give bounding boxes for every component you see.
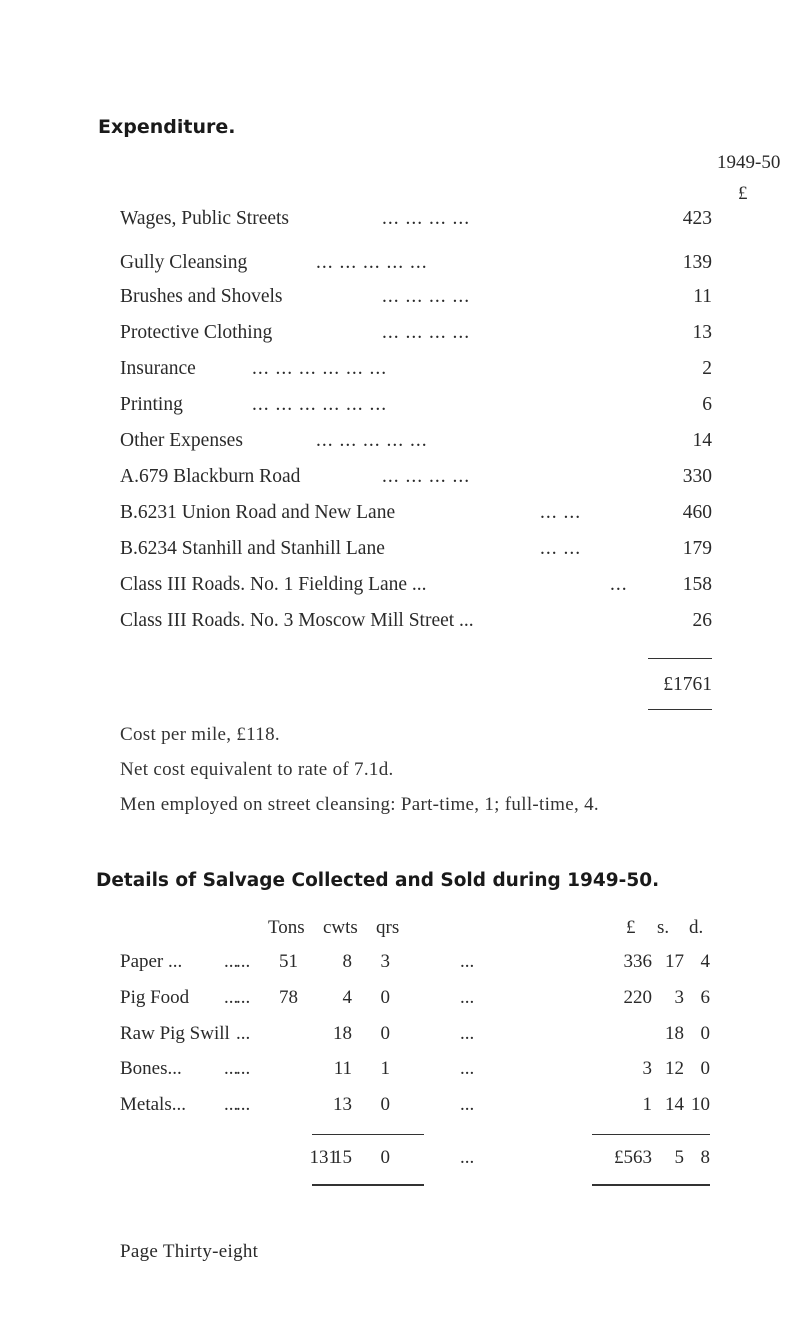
salvage-qrs: 0 xyxy=(380,987,390,1008)
salvage-pence: 10 xyxy=(691,1094,710,1115)
expenditure-value: 423 xyxy=(682,208,712,229)
total-qrs: 0 xyxy=(380,1147,390,1168)
quantity-subtotal-rule xyxy=(312,1134,424,1135)
leader-dots: ... xyxy=(236,987,251,1008)
salvage-item: Paper ... xyxy=(120,951,183,972)
salvage-pounds: 1 xyxy=(642,1094,652,1115)
expenditure-value: 11 xyxy=(693,286,712,307)
expenditure-value: 179 xyxy=(682,538,712,559)
expenditure-label: B.6234 Stanhill and Stanhill Lane xyxy=(120,538,385,559)
money-total-rule xyxy=(592,1184,710,1186)
expenditure-label: A.679 Blackburn Road xyxy=(120,466,301,487)
pounds-header: £ xyxy=(626,917,636,938)
leader-dots: ... xyxy=(460,1058,475,1079)
salvage-pence: 0 xyxy=(700,1058,710,1079)
leader-dots: ... ... ... ... xyxy=(382,286,471,307)
total-tons: 131 xyxy=(309,1147,338,1168)
money-subtotal-rule xyxy=(592,1134,710,1135)
leader-dots: ... xyxy=(224,951,239,972)
expenditure-row xyxy=(120,358,712,386)
leader-dots: ... ... ... ... xyxy=(382,322,471,343)
salvage-shillings: 14 xyxy=(665,1094,684,1115)
salvage-pounds: 220 xyxy=(623,987,652,1008)
leader-dots: ... xyxy=(236,951,251,972)
leader-dots: ... ... ... ... ... ... xyxy=(252,358,388,379)
expenditure-row xyxy=(120,430,712,458)
salvage-cwts: 18 xyxy=(333,1023,352,1044)
expenditure-heading: Expenditure. xyxy=(98,116,236,138)
pound-header: £ xyxy=(738,183,748,204)
expenditure-row xyxy=(120,466,712,494)
salvage-qrs: 1 xyxy=(380,1058,390,1079)
shillings-header: s. xyxy=(657,917,670,938)
expenditure-value: 13 xyxy=(692,322,712,343)
total-pence: 8 xyxy=(700,1147,710,1168)
expenditure-value: 158 xyxy=(682,574,712,595)
expenditure-label: Class III Roads. No. 3 Moscow Mill Street ... xyxy=(120,610,474,631)
leader-dots: ... xyxy=(236,1058,251,1079)
salvage-row xyxy=(120,1023,710,1053)
salvage-row xyxy=(120,1058,710,1088)
expenditure-label: Gully Cleansing xyxy=(120,252,248,273)
expenditure-value: 139 xyxy=(682,252,712,273)
page-number-footer: Page Thirty-eight xyxy=(120,1241,259,1262)
salvage-cwts: 11 xyxy=(333,1058,352,1079)
tons-header: Tons xyxy=(268,917,305,938)
expenditure-total: £1761 xyxy=(663,674,712,695)
total-rule xyxy=(648,709,712,710)
men-employed-note: Men employed on street cleansing: Part-time, 1; full-time, 4. xyxy=(120,794,599,815)
salvage-shillings: 12 xyxy=(665,1058,684,1079)
salvage-pence: 0 xyxy=(700,1023,710,1044)
salvage-cwts: 8 xyxy=(342,951,352,972)
expenditure-label: Other Expenses xyxy=(120,430,243,451)
salvage-cwts: 13 xyxy=(333,1094,352,1115)
expenditure-row xyxy=(120,394,712,422)
leader-dots: ... xyxy=(224,1094,239,1115)
leader-dots: ... xyxy=(236,1094,251,1115)
salvage-row xyxy=(120,1094,710,1124)
quantity-total-rule xyxy=(312,1184,424,1186)
salvage-item: Metals... xyxy=(120,1094,186,1115)
leader-dots: ... xyxy=(460,1094,475,1115)
salvage-pounds: 3 xyxy=(642,1058,652,1079)
expenditure-value: 6 xyxy=(702,394,712,415)
expenditure-value: 14 xyxy=(692,430,712,451)
salvage-item: Raw Pig Swill xyxy=(120,1023,230,1044)
leader-dots: ... xyxy=(460,1023,475,1044)
expenditure-label: Brushes and Shovels xyxy=(120,286,283,307)
leader-dots: ... ... xyxy=(540,538,582,559)
expenditure-label: B.6231 Union Road and New Lane xyxy=(120,502,396,523)
expenditure-row xyxy=(120,322,712,350)
salvage-shillings: 18 xyxy=(665,1023,684,1044)
salvage-tons: 51 xyxy=(279,951,298,972)
net-cost-note: Net cost equivalent to rate of 7.1d. xyxy=(120,759,394,780)
salvage-pence: 4 xyxy=(700,951,710,972)
total-shillings: 5 xyxy=(674,1147,684,1168)
expenditure-label: Wages, Public Streets xyxy=(120,208,290,229)
salvage-item: Pig Food xyxy=(120,987,190,1008)
expenditure-row xyxy=(120,286,712,314)
total-pounds: £563 xyxy=(614,1147,652,1168)
salvage-row xyxy=(120,987,710,1017)
salvage-tons: 78 xyxy=(279,987,298,1008)
salvage-pence: 6 xyxy=(700,987,710,1008)
expenditure-value: 2 xyxy=(702,358,712,379)
expenditure-label: Insurance xyxy=(120,358,196,379)
qrs-header: qrs xyxy=(376,917,400,938)
salvage-pounds: 336 xyxy=(623,951,652,972)
salvage-item: Bones... xyxy=(120,1058,182,1079)
leader-dots: ... xyxy=(460,951,475,972)
leader-dots: ... xyxy=(224,1058,239,1079)
leader-dots: ... xyxy=(460,1147,475,1168)
expenditure-value: 460 xyxy=(682,502,712,523)
expenditure-value: 330 xyxy=(682,466,712,487)
expenditure-label: Class III Roads. No. 1 Fielding Lane ... xyxy=(120,574,427,595)
total-cwts: 15 xyxy=(333,1147,352,1168)
salvage-shillings: 3 xyxy=(674,987,684,1008)
salvage-qrs: 0 xyxy=(380,1023,390,1044)
leader-dots: ... ... xyxy=(540,502,582,523)
leader-dots: ... ... ... ... xyxy=(382,466,471,487)
expenditure-value: 26 xyxy=(692,610,712,631)
salvage-heading: Details of Salvage Collected and Sold during 1949-50. xyxy=(96,870,660,891)
pence-header: d. xyxy=(689,917,704,938)
expenditure-row xyxy=(120,574,712,602)
leader-dots: ... ... ... ... ... xyxy=(316,430,428,451)
subtotal-rule xyxy=(648,658,712,659)
leader-dots: ... xyxy=(460,987,475,1008)
salvage-shillings: 17 xyxy=(665,951,684,972)
salvage-qrs: 3 xyxy=(380,951,390,972)
leader-dots: ... xyxy=(236,1023,251,1044)
expenditure-row xyxy=(120,610,712,638)
expenditure-row xyxy=(120,502,712,530)
leader-dots: ... ... ... ... ... xyxy=(316,252,428,273)
expenditure-row xyxy=(120,208,712,236)
salvage-total-row xyxy=(120,1147,710,1177)
leader-dots: ... xyxy=(610,574,628,595)
cost-per-mile-note: Cost per mile, £118. xyxy=(120,724,280,745)
leader-dots: ... ... ... ... xyxy=(382,208,471,229)
salvage-cwts: 4 xyxy=(342,987,352,1008)
year-header: 1949-50 xyxy=(717,152,781,173)
expenditure-row xyxy=(120,538,712,566)
leader-dots: ... ... ... ... ... ... xyxy=(252,394,388,415)
expenditure-label: Printing xyxy=(120,394,183,415)
leader-dots: ... xyxy=(224,987,239,1008)
cwts-header: cwts xyxy=(323,917,358,938)
salvage-row xyxy=(120,951,710,981)
expenditure-label: Protective Clothing xyxy=(120,322,273,343)
expenditure-row xyxy=(120,252,712,280)
salvage-qrs: 0 xyxy=(380,1094,390,1115)
